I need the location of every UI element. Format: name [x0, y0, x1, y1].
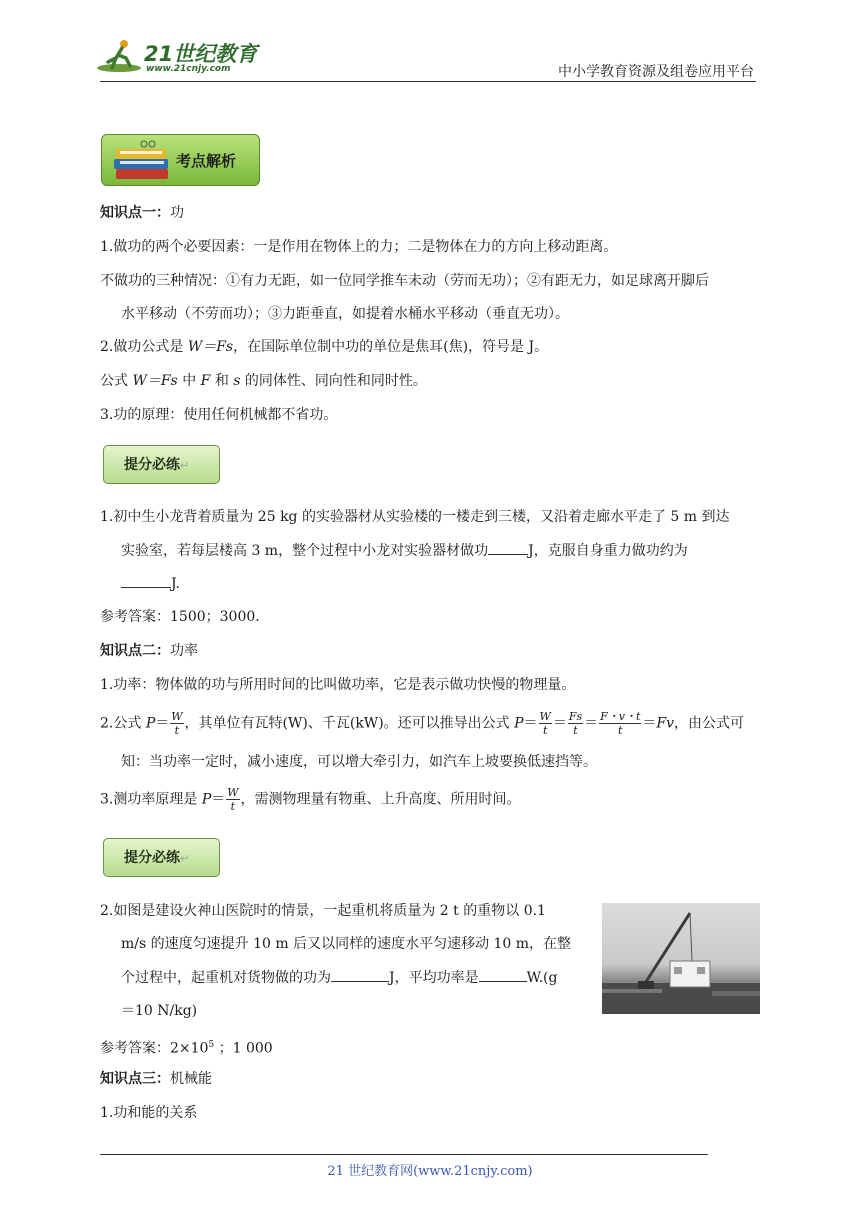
section1-title — [100, 203, 184, 223]
text-span: W.(g — [526, 970, 558, 986]
q2-line2: m/s 的速度匀速提升 10 m 后又以同样的速度水平匀速移动 10 m，在整 — [121, 936, 572, 952]
text-span: ；1 000 — [214, 1040, 273, 1057]
answer-blank — [121, 574, 171, 588]
q2-line4: ＝10 N/kg) — [121, 1003, 198, 1019]
footer-link[interactable]: 21 世纪教育网(www.21cnjy.com) — [327, 1164, 533, 1179]
power-symbol: P — [201, 791, 212, 808]
equals-sign: ＝ — [523, 715, 538, 732]
section3-title-text: 机械能 — [170, 1071, 212, 1087]
tifen-label: 提分必练 — [124, 850, 180, 866]
denominator: t — [542, 724, 548, 737]
site-logo — [96, 38, 256, 76]
text-span: 中 — [177, 373, 201, 389]
q2-line3 — [121, 968, 557, 988]
fraction-w-over-t — [539, 710, 552, 737]
equals-sign: ＝ — [642, 715, 657, 732]
work-formula: W＝Fs — [132, 373, 178, 389]
text-span: ，其单位有瓦特(W)、千瓦(kW)。还可以推导出公式 — [184, 715, 515, 732]
distance-symbol: s — [233, 373, 241, 389]
text-span: ，需测物理量有物重、上升高度、所用时间。 — [240, 791, 521, 808]
section3-title — [100, 1069, 212, 1089]
text-span: 3.测功率原理是 — [100, 791, 202, 808]
equals-sign: ＝ — [584, 715, 599, 732]
section3-prefix: 知识点三： — [100, 1071, 170, 1087]
q1-answer: 参考答案：1500；3000. — [100, 609, 260, 625]
numerator: F・v・t — [600, 710, 641, 723]
crane-illustration — [602, 903, 760, 1014]
fraction-w-over-t — [170, 710, 183, 737]
text-span: 公式 — [100, 373, 133, 389]
equals-sign: ＝ — [552, 715, 567, 732]
text-span: ，由公式可 — [674, 715, 745, 732]
section1-line2: 不做功的三种情况：①有力无距，如一位同学推车未动（劳而无功）；②有距无力，如足球离开脚后 — [100, 273, 709, 289]
q2-answer — [100, 1035, 273, 1059]
text-span: J，克服自身重力做功约为 — [528, 543, 688, 559]
q1-line3 — [121, 574, 180, 594]
kaodian-banner — [101, 134, 260, 186]
text-span: J，平均功率是 — [389, 970, 479, 986]
equals-sign: ＝ — [211, 791, 226, 808]
numerator: W — [539, 710, 551, 723]
header-divider — [100, 81, 756, 82]
equals-sign: ＝ — [155, 715, 170, 732]
denominator: t — [618, 724, 623, 737]
denominator: t — [573, 724, 578, 737]
logo-text: 21世纪教育 — [144, 42, 258, 66]
tifen-banner-2 — [103, 838, 220, 877]
denominator: t — [230, 800, 236, 813]
return-mark-icon: ↵ — [180, 852, 190, 865]
numerator: W — [171, 710, 183, 723]
section2-title-text: 功率 — [170, 643, 198, 659]
return-mark-icon: ↵ — [180, 459, 190, 472]
fv-formula: Fv — [656, 715, 675, 732]
section1-line1: 1.做功的两个必要因素：一是作用在物体上的力；二是物体在力的方向上移动距离。 — [100, 239, 618, 255]
text-span: 的同体性、同向性和同时性。 — [240, 373, 427, 389]
answer-blank — [488, 541, 528, 555]
section3-line1: 1.功和能的关系 — [100, 1105, 198, 1121]
q1-line1: 1.初中生小龙背着质量为 25 kg 的实验器材从实验楼的一楼走到三楼，又沿着走廊水平走了 5 m 到达 — [100, 509, 730, 525]
text-span: 和 — [210, 373, 234, 389]
section1-title-text: 功 — [170, 205, 184, 221]
crane-construction-photo — [602, 903, 760, 1014]
fraction-fvt-over-t — [599, 710, 641, 737]
text-span: 参考答案：2×10 — [100, 1040, 209, 1057]
kaodian-title: 考点解析 — [176, 152, 237, 170]
fraction-w-over-t — [226, 786, 239, 813]
section1-prefix: 知识点一： — [100, 205, 170, 221]
site-tagline: 中小学教育资源及组卷应用平台 — [558, 64, 754, 80]
section1-line5 — [100, 371, 427, 391]
logo-url: www.21cnjy.com — [146, 64, 231, 74]
numerator: Fs — [568, 710, 583, 723]
section2-line4 — [100, 786, 521, 813]
text-span: 2.做功公式是 — [100, 339, 188, 355]
section1-line6: 3.功的原理：使用任何机械都不省功。 — [100, 407, 338, 423]
section2-line3: 知：当功率一定时，减小速度，可以增大牵引力，如汽车上坡要换低速挡等。 — [121, 754, 597, 770]
section1-line3: 水平移动（不劳而功）；③力距垂直，如提着水桶水平移动（垂直无功）。 — [121, 306, 569, 322]
force-symbol: F — [200, 373, 211, 389]
text-span: 个过程中，起重机对货物做的功为 — [121, 970, 331, 986]
section1-line4 — [100, 337, 548, 357]
text-span: 实验室，若每层楼高 3 m，整个过程中小龙对实验器材做功 — [121, 543, 489, 559]
tifen-label: 提分必练 — [124, 457, 180, 473]
power-symbol: P — [514, 715, 524, 732]
numerator: W — [227, 786, 239, 799]
section2-prefix: 知识点二： — [100, 643, 170, 659]
text-span: J. — [171, 576, 180, 592]
denominator: t — [174, 724, 180, 737]
work-formula: W＝Fs — [187, 339, 234, 355]
fraction-fs-over-t — [568, 710, 583, 737]
footer-divider — [100, 1154, 708, 1155]
tifen-banner-1 — [103, 445, 220, 484]
answer-blank — [479, 968, 527, 982]
text-span: 2.公式 — [100, 715, 146, 732]
answer-blank — [331, 968, 389, 982]
q1-line2 — [121, 541, 688, 561]
section2-line2 — [100, 710, 744, 737]
section2-line1: 1.功率：物体做的功与所用时间的比叫做功率，它是表示做功快慢的物理量。 — [100, 677, 576, 693]
section2-title — [100, 641, 198, 661]
books-icon — [110, 139, 174, 183]
runner-logo-icon — [96, 38, 142, 74]
text-span: ，在国际单位制中功的单位是焦耳(焦)，符号是 J。 — [233, 339, 549, 355]
q2-line1: 2.如图是建设火神山医院时的情景，一起重机将质量为 2 t 的重物以 0.1 — [100, 903, 546, 919]
power-symbol: P — [145, 715, 156, 732]
exponent: 5 — [208, 1040, 215, 1050]
